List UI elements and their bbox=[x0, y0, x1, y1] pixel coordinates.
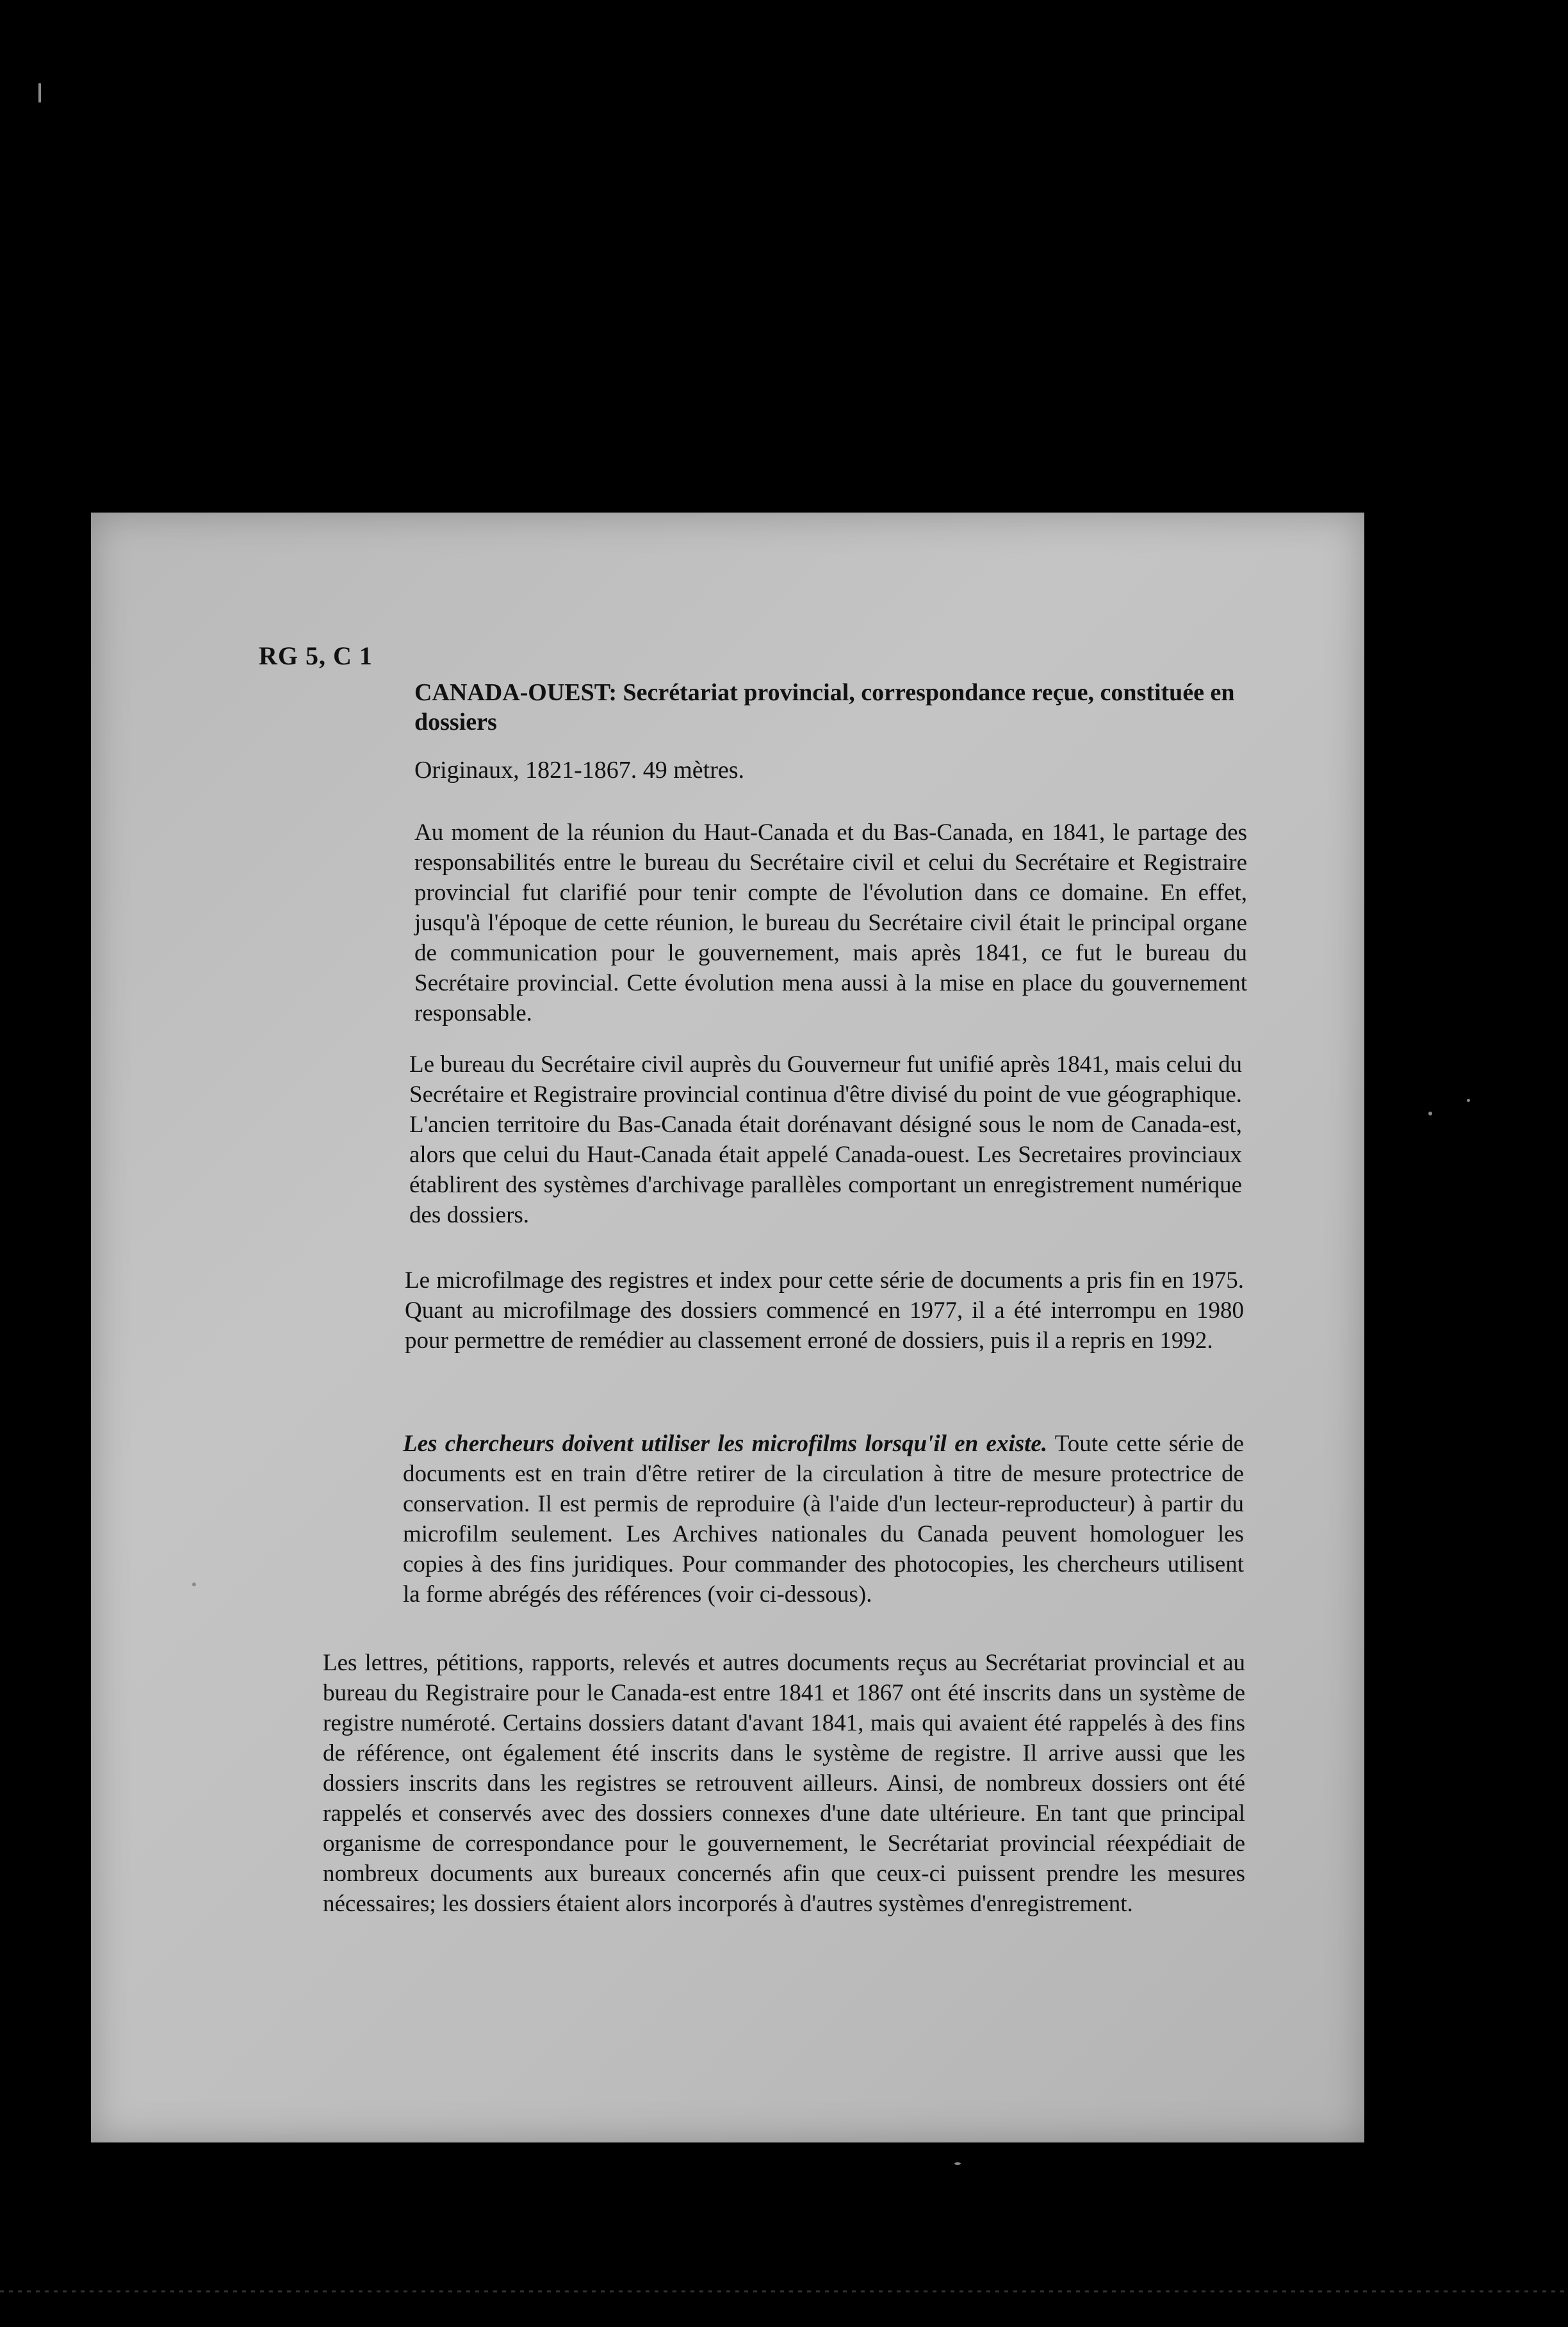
paragraph-microfilming: Le microfilmage des registres et index pour cette série de documents a pris fin en 1975. Quant au microfilmage des dossiers commencé en 1977, il a été interrompu en 1980 pour permettre de remédier au classement erroné de dossiers, puis il a repris en 1992. bbox=[405, 1267, 1244, 1354]
record-group-reference: RG 5, C 1 bbox=[259, 641, 373, 670]
access-notice-text: Toute cette série de documents est en train d'être retirer de la circulation à titre de mesure protectrice de conservation. Il est permis de reproduire (à l'aide d'un lecteur-reproducteur) à partir du microfilm seulement. Les Archives nationales du Canada peuvent homologuer les copies à des fins juridiques. Pour commander des photocopies, les chercheurs utilisent la forme abrégés des références (voir ci-dessous). bbox=[403, 1431, 1244, 1608]
film-edge bbox=[0, 2290, 1568, 2292]
paragraph-registry-system: Les lettres, pétitions, rapports, relevés et autres documents reçus au Secrétariat provincial et au bureau du Registraire pour le Canada-est entre 1841 et 1867 ont été inscrits dans un système de registre numéroté. Certains dossiers datant d'avant 1841, mais qui avaient été rappelés à des fins de référence, ont également été inscrits dans le système de registre. Il arrive aussi que les dossiers inscrits dans les registres se retrouvent ailleurs. Ainsi, de nombreux dossiers ont été rappelés et conservés avec des dossiers connexes d'une date ultérieure. En tant que principal organisme de correspondance pour le gouvernement, le Secrétariat provincial réexpédiait de nombreux documents aux bureaux concernés afin que ceux-ci puissent prendre les mesures nécessaires; les dossiers étaient alors incorporés à d'autres systèmes d'enregistrement. bbox=[323, 1650, 1245, 1917]
film-speck bbox=[954, 2162, 961, 2165]
paragraph-access bbox=[403, 1429, 1244, 1609]
film-speck bbox=[1428, 1112, 1432, 1115]
film-speck bbox=[192, 1583, 196, 1586]
document-title: CANADA-OUEST: Secrétariat provincial, correspondance reçue, constituée en dossiers bbox=[414, 679, 1235, 736]
access-notice-emphasis: Les chercheurs doivent utiliser les microfilms lorsqu'il en existe. bbox=[403, 1431, 1048, 1457]
extent-line: Originaux, 1821-1867. 49 mètres. bbox=[414, 757, 745, 784]
film-scratch bbox=[38, 83, 41, 103]
film-speck bbox=[1467, 1099, 1470, 1102]
paragraph-history: Au moment de la réunion du Haut-Canada et du Bas-Canada, en 1841, le partage des responsabilités entre le bureau du Secrétaire civil et celui du Secrétaire et Registraire provincial fut clarifié pour tenir compte de l'évolution dans ce domaine. En effet, jusqu'à l'époque de cette réunion, le bureau du Secrétaire civil était le principal organe de communication pour le gouvernement, mais après 1841, ce fut le bureau du Secrétaire provincial. Cette évolution mena aussi à la mise en place du gouvernement responsable. bbox=[414, 819, 1247, 1026]
paragraph-organization: Le bureau du Secrétaire civil auprès du Gouverneur fut unifié après 1841, mais celui du Secrétaire et Registraire provincial continua d'être divisé du point de vue géographique. L'ancien territoire du Bas-Canada était dorénavant désigné sous le nom de Canada-est, alors que celui du Haut-Canada était appelé Canada-ouest. Les Secretaires provinciaux établirent des systèmes d'archivage parallèles comportant un enregistrement numérique des dossiers. bbox=[409, 1051, 1242, 1228]
document-page bbox=[91, 513, 1364, 2142]
